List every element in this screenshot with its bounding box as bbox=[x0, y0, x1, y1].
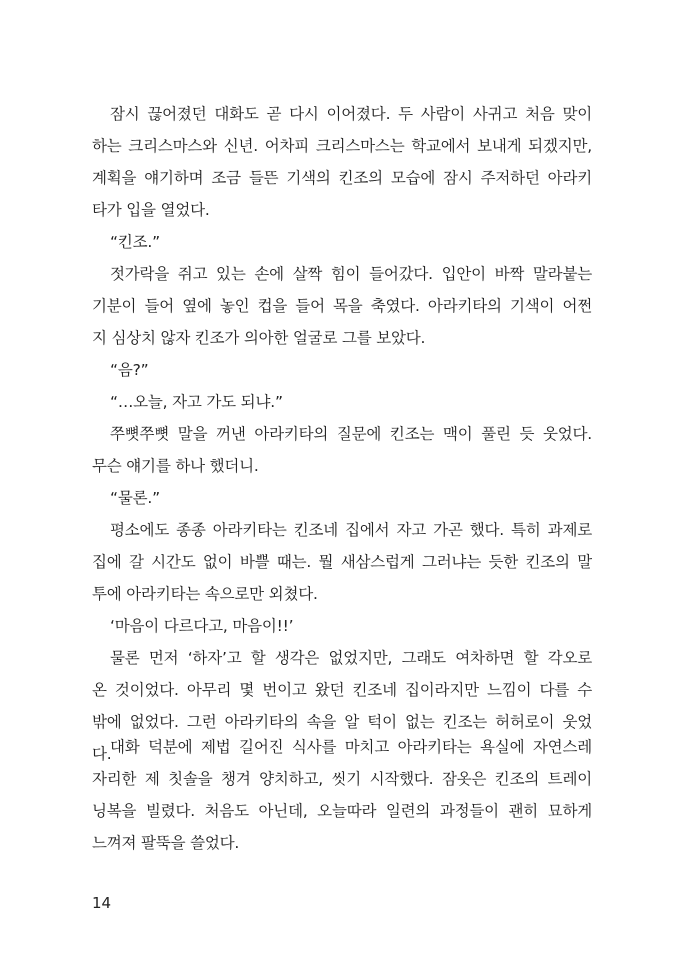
text-line: “…오늘, 자고 가도 되냐.” bbox=[110, 393, 283, 411]
text-line: 집에 갈 시간도 없이 바쁠 때는. 뭘 새삼스럽게 그러냐는 듯한 킨조의 말 bbox=[92, 553, 592, 571]
text-line: 잠시 끊어졌던 대화도 곧 다시 이어졌다. 두 사람이 사귀고 처음 맞이 bbox=[110, 105, 592, 123]
text-line: 다. bbox=[92, 745, 112, 763]
paragraph bbox=[92, 386, 592, 418]
text-line: 계획을 얘기하며 조금 들뜬 기색의 킨조의 모습에 잠시 주저하던 아라키 bbox=[92, 169, 592, 187]
text-line: 닝복을 빌렸다. 처음도 아닌데, 오늘따라 일련의 과정들이 괜히 묘하게 bbox=[92, 802, 592, 820]
text-line: “음?” bbox=[110, 361, 149, 379]
text-line: 밖에 없었다. 그런 아라키타의 속을 알 턱이 없는 킨조는 허허로이 웃었 bbox=[92, 713, 592, 731]
text-line: “물론.” bbox=[110, 489, 160, 507]
paragraph bbox=[92, 731, 592, 859]
text-line: 느껴져 팔뚝을 쓸었다. bbox=[92, 834, 240, 852]
text-line: 평소에도 종종 아라키타는 킨조네 집에서 자고 가곤 했다. 특히 과제로 bbox=[110, 521, 592, 539]
paragraph bbox=[92, 354, 592, 386]
page-number: 14 bbox=[92, 894, 112, 912]
paragraph bbox=[92, 98, 592, 226]
paragraph bbox=[92, 610, 592, 642]
text-line: 대화 덕분에 제법 길어진 식사를 마치고 아라키타는 욕실에 자연스레 bbox=[110, 738, 592, 756]
text-line: 물론 먼저 ‘하자’고 할 생각은 없었지만, 그래도 여차하면 할 각오로 bbox=[110, 649, 592, 667]
paragraph bbox=[92, 418, 592, 482]
text-line: 타가 입을 열었다. bbox=[92, 201, 210, 219]
text-line: 자리한 제 칫솔을 챙겨 양치하고, 씻기 시작했다. 잠옷은 킨조의 트레이 bbox=[92, 770, 592, 788]
text-section-2 bbox=[92, 731, 592, 859]
paragraph bbox=[92, 258, 592, 354]
text-line: “킨조.” bbox=[110, 233, 160, 251]
paragraph bbox=[92, 482, 592, 514]
text-line: 온 것이었다. 아무리 몇 번이고 왔던 킨조네 집이라지만 느낌이 다를 수 bbox=[92, 681, 592, 699]
text-line: 젓가락을 쥐고 있는 손에 살짝 힘이 들어갔다. 입안이 바짝 말라붙는 bbox=[110, 265, 592, 283]
text-line: 투에 아라키타는 속으로만 외쳤다. bbox=[92, 585, 318, 603]
text-line: 기분이 들어 옆에 놓인 컵을 들어 목을 축였다. 아라키타의 기색이 어쩐 bbox=[92, 297, 592, 315]
text-line: ‘마음이 다르다고, 마음이!!’ bbox=[110, 617, 294, 635]
text-section-1 bbox=[92, 98, 592, 770]
text-line: 지 심상치 않자 킨조가 의아한 얼굴로 그를 보았다. bbox=[92, 329, 426, 347]
paragraph bbox=[92, 226, 592, 258]
text-line: 무슨 얘기를 하나 했더니. bbox=[92, 457, 259, 475]
text-line: 하는 크리스마스와 신년. 어차피 크리스마스는 학교에서 보내게 되겠지만, bbox=[92, 137, 592, 155]
text-line: 쭈뼛쭈뼛 말을 꺼낸 아라키타의 질문에 킨조는 맥이 풀린 듯 웃었다. bbox=[110, 425, 592, 443]
paragraph bbox=[92, 514, 592, 610]
